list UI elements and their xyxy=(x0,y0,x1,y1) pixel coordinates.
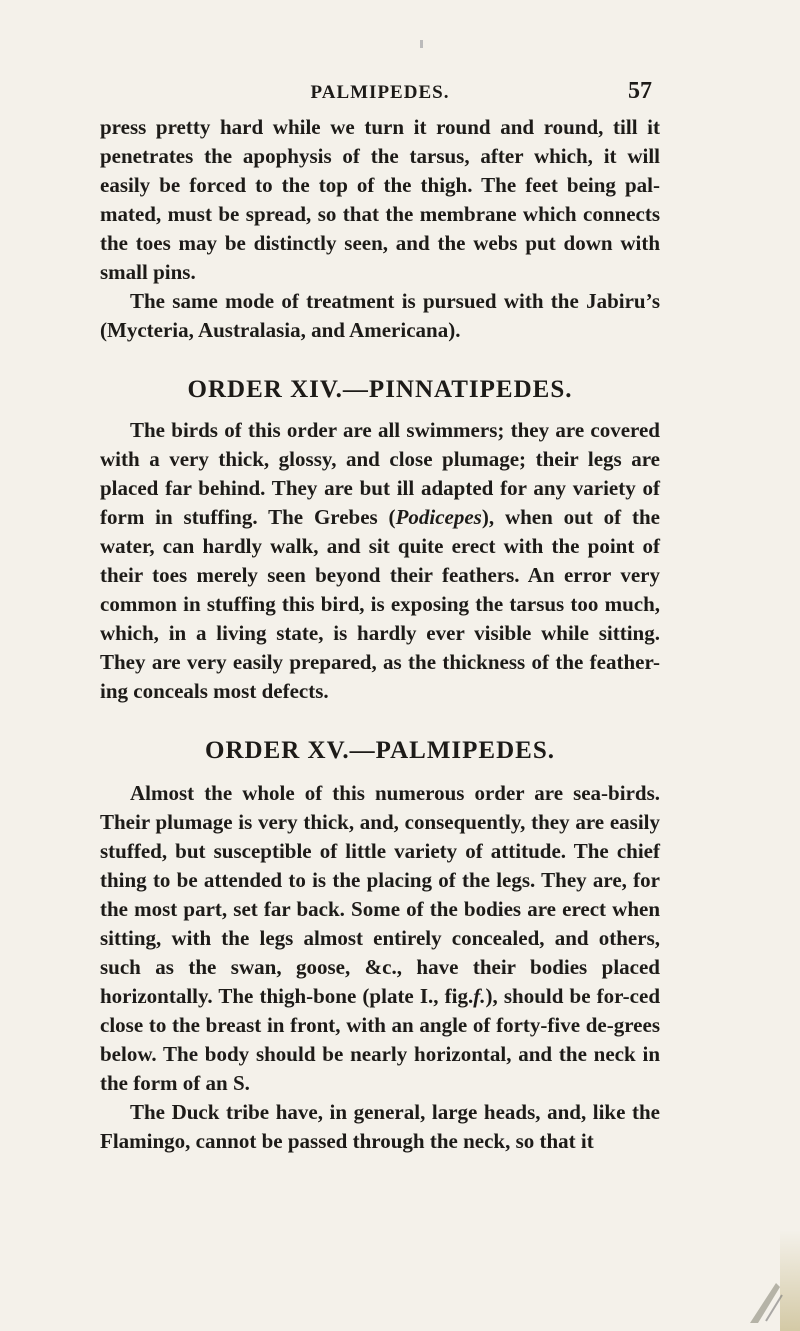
paragraph-jabiru: The same mode of treatment is pursued with the Jabiru’s (Mycteria, Australasia, and Americana). xyxy=(100,289,660,342)
italic-term: Podicepes xyxy=(395,505,482,529)
page-number: 57 xyxy=(628,78,652,104)
text-span: ), should be for-ced close to the breast in front, with an angle of forty-five de-grees below. The body should be nearly horizontal, and the neck in the form of an S. xyxy=(100,984,660,1095)
corner-mark-icon xyxy=(746,1275,786,1325)
section-heading-pinnatipedes: ORDER XIV.—PINNATIPEDES. xyxy=(187,376,573,403)
text-span: ), when out of the water, can hardly walk, and sit quite erect with the point of their toes merely seen beyond their feathers. An error very common in stuffing this bird, is exposing the tarsus too much, which, in a living state, is hardly ever visible while sitting. They are very easily prepared, as the thickness of the feather-ing conceals most defects. xyxy=(100,505,661,703)
print-speck xyxy=(420,40,423,48)
paragraph-continued: press pretty hard while we turn it round and round, till it penetrates the apophysis of the tarsus, after which, it will easily be forced to the top of the thigh. The feet being pal-mated, must be spread, so that the membrane which connects the toes may be distinctly seen, and the webs put down with small pins. xyxy=(100,115,660,284)
running-head xyxy=(100,80,660,110)
text-span: Almost the whole of this numerous order are sea-birds. Their plumage is very thick, and, consequently, they are easily stuffed, but susceptible of little variety of attitude. The chief thing to be attended to is the placing of the legs. They are, for the most part, set far back. Some of the bodies are erect when sitting, with the legs almost entirely concealed, and others, such as the swan, goose, &c., have their bodies placed horizontally. The thigh-bone (plate I., fig. xyxy=(100,781,660,1008)
italic-term: f. xyxy=(473,984,486,1008)
section-heading-palmipedes: ORDER XV.—PALMIPEDES. xyxy=(205,737,555,764)
text-span: The birds of this order are all swimmers; they are covered with a very thick, glossy, and close plumage; their legs are placed far behind. They are but ill adapted for any variety of form in stuffing. The Grebes ( xyxy=(100,418,660,529)
running-head-title: PALMIPEDES. xyxy=(310,82,450,103)
paragraph-duck-tribe: The Duck tribe have, in general, large heads, and, like the Flamingo, cannot be passed through the neck, so that it xyxy=(100,1100,660,1153)
body-text xyxy=(100,113,660,1156)
paragraph-palmipedes xyxy=(100,779,660,1098)
paragraph-pinnatipedes xyxy=(100,416,660,706)
